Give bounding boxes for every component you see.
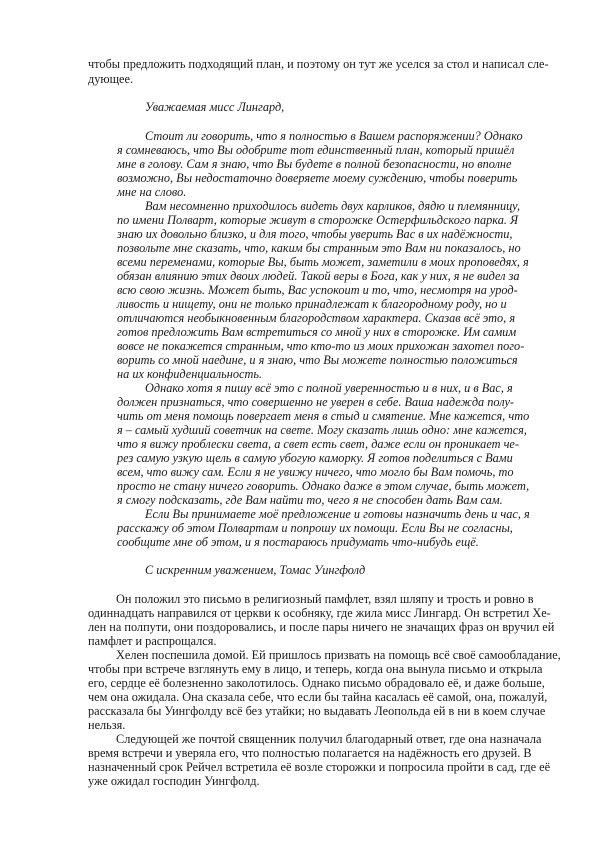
text-line: уже ожидал господин Уингфолд. [88, 774, 260, 788]
text-line: Он положил это письмо в религиозный памфлет, взял шляпу и трость и ровно в [116, 592, 534, 606]
text-line: нельзя. [88, 718, 126, 732]
text-line: Однако хотя я пишу всё это с полной уверенностью и в них, и в Вас, я [145, 381, 513, 395]
text-line: сообщите мне об этом, и я постараюсь придумать что-нибудь ещё. [117, 535, 479, 549]
text-line: на их конфиденциальность. [117, 367, 263, 381]
text-line: обязан влиянию этих двоих людей. Такой веры в Бога, как у них, я не видел за [117, 269, 520, 283]
text-line: чем она ожидала. Она сказала себе, что если бы тайна касалась её самой, она, пожалуй, [88, 690, 548, 704]
text-line: чтобы предложить подходящий план, и поэтому он тут же уселся за стол и написал сле- [88, 57, 549, 71]
text-line: рез самую узкую щель в самую убогую каморку. Я готов поделиться с Вами [117, 451, 513, 465]
text-line: готов предложить Вам встретиться со мной у них в сторожке. Им самим [117, 325, 517, 339]
text-line: Вам несомненно приходилось видеть двух карликов, дядю и племянницу, [145, 199, 521, 213]
text-line: всю свою жизнь. Может быть, Вас успокоит и то, что, несмотря на урод- [117, 283, 518, 297]
text-line: позвольте мне сказать, что, каким бы странным это Вам ни показалось, но [117, 241, 521, 255]
text-line: памфлет и распрощался. [88, 634, 217, 648]
text-line: просто не стану ничего говорить. Однако даже в этом случае, быть может, [117, 479, 530, 493]
text-line: я сомневаюсь, что Вы одобрите тот единственный план, который пришёл [117, 143, 515, 157]
text-line: я смогу подсказать, где Вам найти то, чего я не способен дать Вам сам. [117, 493, 503, 507]
text-line: расскажу об этом Полвартам и попрошу их помощи. Если Вы не согласны, [117, 521, 513, 535]
text-line: всеми переменами, которые Вы, быть может, заметили в моих проповедях, я [117, 255, 529, 269]
text-line: Стоит ли говорить, что я полностью в Вашем распоряжении? Однако [145, 129, 523, 143]
text-line: должен признаться, что совершенно не уверен в себе. Ваша надежда полу- [117, 395, 515, 409]
text-line: Если Вы принимаете моё предложение и готовы назначить день и час, я [145, 507, 530, 521]
text-line: отличаются необыкновенным благородством характера. Сказав всё это, я [117, 311, 516, 325]
text-line: мне в голову. Сам я знаю, что Вы будете в полной безопасности, но вполне [117, 157, 512, 171]
letter-signature: С искренним уважением, Томас Уингфолд [145, 563, 366, 577]
text-line: лен на полпути, они поздоровались, и после пары ничего не значащих фраз он вручил ей [88, 620, 555, 634]
text-line: возможно, Вы недостаточно доверяете моему суждению, чтобы поверить [117, 171, 518, 185]
letter-salutation: Уважаемая мисс Лингард, [145, 100, 285, 114]
text-line: чить от меня помощь повергает меня в стыд и смятение. Мне кажется, что [117, 409, 530, 423]
text-line: рассказала бы Уингфолду всё без утайки; но выдавать Леопольда ей в ни в коем случае [88, 704, 546, 718]
text-line: Хелен поспешила домой. Ей пришлось призвать на помощь всё своё самообладание, [116, 648, 561, 662]
text-line: ливость и нищету, они не только принадлежат к благородному роду, но и [117, 297, 507, 311]
text-line: знаю их довольно близко, и для того, чтобы уверить Вас в их надёжности, [117, 227, 513, 241]
text-line: по имени Полварт, которые живут в сторожке Остерфильдского парка. Я [117, 213, 519, 227]
text-line: одиннадцать направился от церкви к особняку, где жила мисс Лингард. Он встретил Хе- [88, 606, 551, 620]
text-line: дующее. [88, 72, 134, 86]
text-line: вовсе не покажется странным, что кто-то из моих прихожан захотел пого- [117, 339, 525, 353]
text-line: ворить со мной наедине, и я знаю, что Вы можете полностью положиться [117, 353, 518, 367]
text-line: его, сердце её болезненно заколотилось. Однако письмо обрадовало её, и даже больше, [88, 676, 545, 690]
text-line: я – самый худший советчик на свете. Могу сказать лишь одно: мне кажется, [117, 423, 527, 437]
text-line: назначенный срок Рейчел встретила её возле сторожки и попросила пройти в сад, где её [88, 760, 551, 774]
text-line: Следующей же почтой священник получил благодарный ответ, где она назначала [116, 732, 542, 746]
text-line: что я вижу проблески света, а свет есть свет, даже если он проникает че- [117, 437, 519, 451]
text-line: время встречи и уверяла его, что полностью полагается на надёжность его друзей. В [88, 746, 532, 760]
text-line: мне на слово. [117, 185, 187, 199]
text-line: всем, что вижу сам. Если я не увижу ничего, что могло бы Вам помочь, то [117, 465, 514, 479]
text-line: чтобы при встрече взглянуть ему в лицо, и теперь, когда она вынула письмо и открыла [88, 662, 543, 676]
